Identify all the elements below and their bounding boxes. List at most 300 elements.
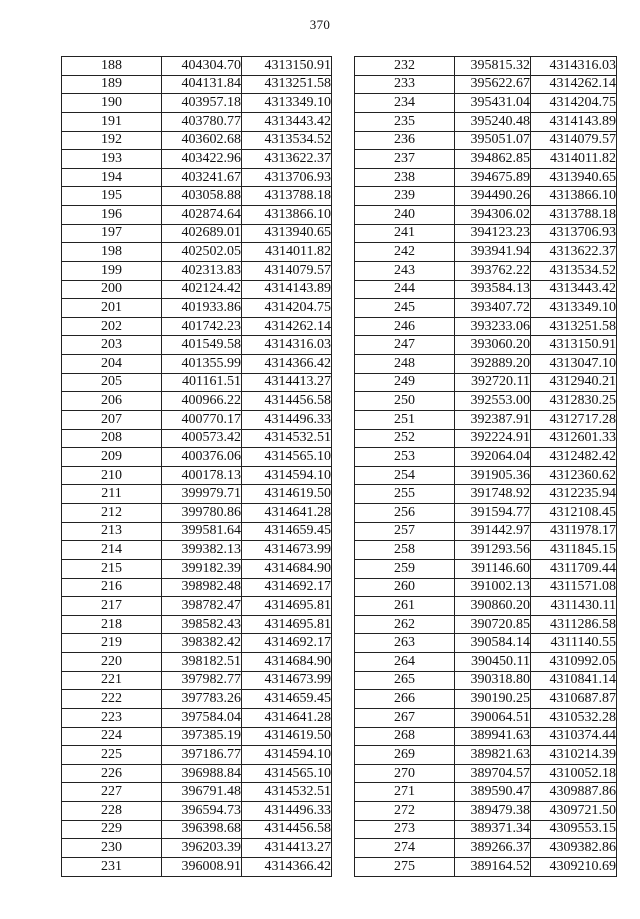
y-coordinate-cell: 4313866.10 [531,187,617,206]
x-coordinate-cell: 400178.13 [162,466,242,485]
table-row [62,708,332,727]
point-number-cell: 227 [62,783,162,802]
x-coordinate-cell: 396988.84 [162,764,242,783]
y-coordinate-cell: 4311140.55 [531,634,617,653]
y-coordinate-cell: 4312235.94 [531,485,617,504]
table-row [355,299,617,318]
table-row [62,485,332,504]
y-coordinate-cell: 4310841.14 [531,671,617,690]
y-coordinate-cell: 4314011.82 [531,150,617,169]
y-coordinate-cell: 4314456.58 [242,820,332,839]
table-row [62,541,332,560]
table-row [355,429,617,448]
point-number-cell: 196 [62,206,162,225]
y-coordinate-cell: 4314413.27 [242,839,332,858]
point-number-cell: 243 [355,261,455,280]
x-coordinate-cell: 391442.97 [455,522,531,541]
y-coordinate-cell: 4314532.51 [242,783,332,802]
point-number-cell: 250 [355,392,455,411]
point-number-cell: 247 [355,336,455,355]
table-row [62,764,332,783]
x-coordinate-cell: 397186.77 [162,746,242,765]
point-number-cell: 231 [62,857,162,876]
y-coordinate-cell: 4312360.62 [531,466,617,485]
x-coordinate-cell: 401933.86 [162,299,242,318]
table-row [62,597,332,616]
x-coordinate-cell: 391594.77 [455,504,531,523]
x-coordinate-cell: 393584.13 [455,280,531,299]
table-row [355,206,617,225]
point-number-cell: 270 [355,764,455,783]
table-row [62,261,332,280]
table-row [355,522,617,541]
x-coordinate-cell: 391146.60 [455,559,531,578]
point-number-cell: 201 [62,299,162,318]
point-number-cell: 189 [62,75,162,94]
table-row [355,708,617,727]
table-row [355,168,617,187]
x-coordinate-cell: 393233.06 [455,317,531,336]
y-coordinate-cell: 4310687.87 [531,690,617,709]
x-coordinate-cell: 398582.43 [162,615,242,634]
point-number-cell: 252 [355,429,455,448]
point-number-cell: 259 [355,559,455,578]
y-coordinate-cell: 4313150.91 [242,57,332,76]
x-coordinate-cell: 400770.17 [162,410,242,429]
table-row [62,448,332,467]
y-coordinate-cell: 4311430.11 [531,597,617,616]
table-row [62,336,332,355]
point-number-cell: 236 [355,131,455,150]
point-number-cell: 204 [62,355,162,374]
table-row [62,317,332,336]
table-row [355,578,617,597]
table-row [62,373,332,392]
x-coordinate-cell: 393060.20 [455,336,531,355]
point-number-cell: 274 [355,839,455,858]
x-coordinate-cell: 399581.64 [162,522,242,541]
point-number-cell: 273 [355,820,455,839]
table-row [62,392,332,411]
x-coordinate-cell: 390318.80 [455,671,531,690]
x-coordinate-cell: 403780.77 [162,112,242,131]
y-coordinate-cell: 4314692.17 [242,634,332,653]
point-number-cell: 222 [62,690,162,709]
point-number-cell: 194 [62,168,162,187]
x-coordinate-cell: 391002.13 [455,578,531,597]
point-number-cell: 244 [355,280,455,299]
y-coordinate-cell: 4313788.18 [531,206,617,225]
x-coordinate-cell: 389371.34 [455,820,531,839]
point-number-cell: 271 [355,783,455,802]
point-number-cell: 262 [355,615,455,634]
x-coordinate-cell: 395431.04 [455,94,531,113]
x-coordinate-cell: 402689.01 [162,224,242,243]
y-coordinate-cell: 4313047.10 [531,355,617,374]
point-number-cell: 202 [62,317,162,336]
table-row [355,783,617,802]
table-row [62,280,332,299]
y-coordinate-cell: 4313940.65 [242,224,332,243]
table-row [355,615,617,634]
point-number-cell: 272 [355,802,455,821]
x-coordinate-cell: 398182.51 [162,653,242,672]
table-row [355,187,617,206]
x-coordinate-cell: 401355.99 [162,355,242,374]
x-coordinate-cell: 389704.57 [455,764,531,783]
table-row [355,466,617,485]
y-coordinate-cell: 4314496.33 [242,802,332,821]
x-coordinate-cell: 401549.58 [162,336,242,355]
table-row [62,802,332,821]
x-coordinate-cell: 404131.84 [162,75,242,94]
point-number-cell: 253 [355,448,455,467]
point-number-cell: 219 [62,634,162,653]
table-row [62,783,332,802]
y-coordinate-cell: 4313443.42 [531,280,617,299]
table-row [355,634,617,653]
table-row [355,727,617,746]
table-row [355,541,617,560]
point-number-cell: 225 [62,746,162,765]
point-number-cell: 214 [62,541,162,560]
y-coordinate-cell: 4313150.91 [531,336,617,355]
point-number-cell: 248 [355,355,455,374]
table-row [355,243,617,262]
point-number-cell: 216 [62,578,162,597]
point-number-cell: 239 [355,187,455,206]
table-row [355,653,617,672]
point-number-cell: 200 [62,280,162,299]
point-number-cell: 191 [62,112,162,131]
x-coordinate-cell: 393762.22 [455,261,531,280]
x-coordinate-cell: 396203.39 [162,839,242,858]
point-number-cell: 232 [355,57,455,76]
y-coordinate-cell: 4314673.99 [242,541,332,560]
x-coordinate-cell: 399382.13 [162,541,242,560]
table-row [355,94,617,113]
point-number-cell: 218 [62,615,162,634]
x-coordinate-cell: 398782.47 [162,597,242,616]
point-number-cell: 205 [62,373,162,392]
table-row [62,299,332,318]
x-coordinate-cell: 393941.94 [455,243,531,262]
point-number-cell: 268 [355,727,455,746]
point-number-cell: 269 [355,746,455,765]
y-coordinate-cell: 4314011.82 [242,243,332,262]
y-coordinate-cell: 4314262.14 [531,75,617,94]
table-row [62,94,332,113]
y-coordinate-cell: 4309553.15 [531,820,617,839]
x-coordinate-cell: 403957.18 [162,94,242,113]
y-coordinate-cell: 4312108.45 [531,504,617,523]
point-number-cell: 206 [62,392,162,411]
y-coordinate-cell: 4313706.93 [242,168,332,187]
y-coordinate-cell: 4314641.28 [242,504,332,523]
y-coordinate-cell: 4313349.10 [531,299,617,318]
coordinates-table-right [354,56,617,877]
x-coordinate-cell: 403058.88 [162,187,242,206]
y-coordinate-cell: 4314316.03 [531,57,617,76]
point-number-cell: 198 [62,243,162,262]
point-number-cell: 192 [62,131,162,150]
table-row [355,57,617,76]
x-coordinate-cell: 396008.91 [162,857,242,876]
x-coordinate-cell: 389821.63 [455,746,531,765]
table-row [355,317,617,336]
point-number-cell: 220 [62,653,162,672]
y-coordinate-cell: 4314565.10 [242,448,332,467]
table-row [62,168,332,187]
y-coordinate-cell: 4314695.81 [242,615,332,634]
table-row [62,522,332,541]
point-number-cell: 260 [355,578,455,597]
y-coordinate-cell: 4314204.75 [242,299,332,318]
x-coordinate-cell: 404304.70 [162,57,242,76]
table-row [355,355,617,374]
table-row [62,857,332,876]
y-coordinate-cell: 4313349.10 [242,94,332,113]
table-row [62,615,332,634]
y-coordinate-cell: 4313534.52 [242,131,332,150]
y-coordinate-cell: 4314456.58 [242,392,332,411]
x-coordinate-cell: 390720.85 [455,615,531,634]
point-number-cell: 211 [62,485,162,504]
x-coordinate-cell: 392720.11 [455,373,531,392]
point-number-cell: 207 [62,410,162,429]
x-coordinate-cell: 389479.38 [455,802,531,821]
y-coordinate-cell: 4314619.50 [242,485,332,504]
point-number-cell: 217 [62,597,162,616]
y-coordinate-cell: 4314684.90 [242,653,332,672]
y-coordinate-cell: 4313251.58 [531,317,617,336]
y-coordinate-cell: 4310052.18 [531,764,617,783]
y-coordinate-cell: 4314673.99 [242,671,332,690]
table-row [355,802,617,821]
y-coordinate-cell: 4314659.45 [242,690,332,709]
table-row [355,410,617,429]
y-coordinate-cell: 4311845.15 [531,541,617,560]
point-number-cell: 241 [355,224,455,243]
table-row [62,671,332,690]
table-row [355,373,617,392]
point-number-cell: 224 [62,727,162,746]
x-coordinate-cell: 398382.42 [162,634,242,653]
x-coordinate-cell: 394306.02 [455,206,531,225]
table-row [62,243,332,262]
point-number-cell: 254 [355,466,455,485]
point-number-cell: 229 [62,820,162,839]
point-number-cell: 203 [62,336,162,355]
y-coordinate-cell: 4310992.05 [531,653,617,672]
x-coordinate-cell: 393407.72 [455,299,531,318]
table-row [355,504,617,523]
point-number-cell: 230 [62,839,162,858]
table-row [62,75,332,94]
y-coordinate-cell: 4314366.42 [242,857,332,876]
x-coordinate-cell: 403422.96 [162,150,242,169]
x-coordinate-cell: 394862.85 [455,150,531,169]
point-number-cell: 251 [355,410,455,429]
point-number-cell: 197 [62,224,162,243]
x-coordinate-cell: 394490.26 [455,187,531,206]
y-coordinate-cell: 4311571.08 [531,578,617,597]
point-number-cell: 223 [62,708,162,727]
y-coordinate-cell: 4313251.58 [242,75,332,94]
table-row [62,746,332,765]
y-coordinate-cell: 4312717.28 [531,410,617,429]
y-coordinate-cell: 4311286.58 [531,615,617,634]
point-number-cell: 193 [62,150,162,169]
y-coordinate-cell: 4309210.69 [531,857,617,876]
table-row [62,653,332,672]
x-coordinate-cell: 394123.23 [455,224,531,243]
table-row [62,206,332,225]
table-row [62,466,332,485]
x-coordinate-cell: 390584.14 [455,634,531,653]
x-coordinate-cell: 389266.37 [455,839,531,858]
table-row [62,634,332,653]
y-coordinate-cell: 4309887.86 [531,783,617,802]
x-coordinate-cell: 402313.83 [162,261,242,280]
table-row [62,224,332,243]
point-number-cell: 249 [355,373,455,392]
table-row [355,746,617,765]
point-number-cell: 199 [62,261,162,280]
x-coordinate-cell: 390190.25 [455,690,531,709]
x-coordinate-cell: 398982.48 [162,578,242,597]
table-row [355,690,617,709]
x-coordinate-cell: 397783.26 [162,690,242,709]
page-number: 370 [309,17,331,32]
x-coordinate-cell: 395051.07 [455,131,531,150]
y-coordinate-cell: 4312830.25 [531,392,617,411]
x-coordinate-cell: 390860.20 [455,597,531,616]
y-coordinate-cell: 4310532.28 [531,708,617,727]
table-row [62,131,332,150]
x-coordinate-cell: 395240.48 [455,112,531,131]
y-coordinate-cell: 4312940.21 [531,373,617,392]
x-coordinate-cell: 395815.32 [455,57,531,76]
point-number-cell: 208 [62,429,162,448]
y-coordinate-cell: 4311709.44 [531,559,617,578]
y-coordinate-cell: 4314695.81 [242,597,332,616]
table-row [62,690,332,709]
table-row [355,392,617,411]
y-coordinate-cell: 4313866.10 [242,206,332,225]
y-coordinate-cell: 4312601.33 [531,429,617,448]
y-coordinate-cell: 4313622.37 [242,150,332,169]
point-number-cell: 233 [355,75,455,94]
table-row [355,131,617,150]
y-coordinate-cell: 4314262.14 [242,317,332,336]
point-number-cell: 266 [355,690,455,709]
y-coordinate-cell: 4314496.33 [242,410,332,429]
point-number-cell: 195 [62,187,162,206]
point-number-cell: 190 [62,94,162,113]
table-row [355,112,617,131]
point-number-cell: 263 [355,634,455,653]
x-coordinate-cell: 397385.19 [162,727,242,746]
point-number-cell: 215 [62,559,162,578]
table-row [355,448,617,467]
y-coordinate-cell: 4314079.57 [531,131,617,150]
x-coordinate-cell: 397982.77 [162,671,242,690]
x-coordinate-cell: 402502.05 [162,243,242,262]
y-coordinate-cell: 4314079.57 [242,261,332,280]
y-coordinate-cell: 4309721.50 [531,802,617,821]
point-number-cell: 188 [62,57,162,76]
y-coordinate-cell: 4309382.86 [531,839,617,858]
table-row [62,559,332,578]
y-coordinate-cell: 4314143.89 [242,280,332,299]
point-number-cell: 209 [62,448,162,467]
x-coordinate-cell: 389164.52 [455,857,531,876]
y-coordinate-cell: 4314413.27 [242,373,332,392]
x-coordinate-cell: 399979.71 [162,485,242,504]
point-number-cell: 210 [62,466,162,485]
table-row [355,224,617,243]
table-row [355,75,617,94]
y-coordinate-cell: 4313622.37 [531,243,617,262]
coordinates-table-left [61,56,332,877]
y-coordinate-cell: 4313706.93 [531,224,617,243]
table-row [355,857,617,876]
table-row [355,485,617,504]
y-coordinate-cell: 4314684.90 [242,559,332,578]
table-row [62,429,332,448]
point-number-cell: 228 [62,802,162,821]
x-coordinate-cell: 396594.73 [162,802,242,821]
table-row [355,764,617,783]
point-number-cell: 267 [355,708,455,727]
point-number-cell: 212 [62,504,162,523]
point-number-cell: 242 [355,243,455,262]
x-coordinate-cell: 399182.39 [162,559,242,578]
x-coordinate-cell: 395622.67 [455,75,531,94]
point-number-cell: 237 [355,150,455,169]
x-coordinate-cell: 391748.92 [455,485,531,504]
x-coordinate-cell: 392889.20 [455,355,531,374]
point-number-cell: 256 [355,504,455,523]
table-row [355,150,617,169]
point-number-cell: 255 [355,485,455,504]
x-coordinate-cell: 394675.89 [455,168,531,187]
x-coordinate-cell: 400573.42 [162,429,242,448]
y-coordinate-cell: 4314366.42 [242,355,332,374]
x-coordinate-cell: 390450.11 [455,653,531,672]
x-coordinate-cell: 400966.22 [162,392,242,411]
y-coordinate-cell: 4314659.45 [242,522,332,541]
y-coordinate-cell: 4314641.28 [242,708,332,727]
table-row [62,839,332,858]
table-row [62,57,332,76]
point-number-cell: 246 [355,317,455,336]
table-row [355,597,617,616]
point-number-cell: 240 [355,206,455,225]
point-number-cell: 226 [62,764,162,783]
x-coordinate-cell: 401161.51 [162,373,242,392]
point-number-cell: 275 [355,857,455,876]
x-coordinate-cell: 391905.36 [455,466,531,485]
x-coordinate-cell: 402874.64 [162,206,242,225]
table-row [62,578,332,597]
x-coordinate-cell: 391293.56 [455,541,531,560]
y-coordinate-cell: 4313443.42 [242,112,332,131]
point-number-cell: 238 [355,168,455,187]
x-coordinate-cell: 397584.04 [162,708,242,727]
point-number-cell: 213 [62,522,162,541]
